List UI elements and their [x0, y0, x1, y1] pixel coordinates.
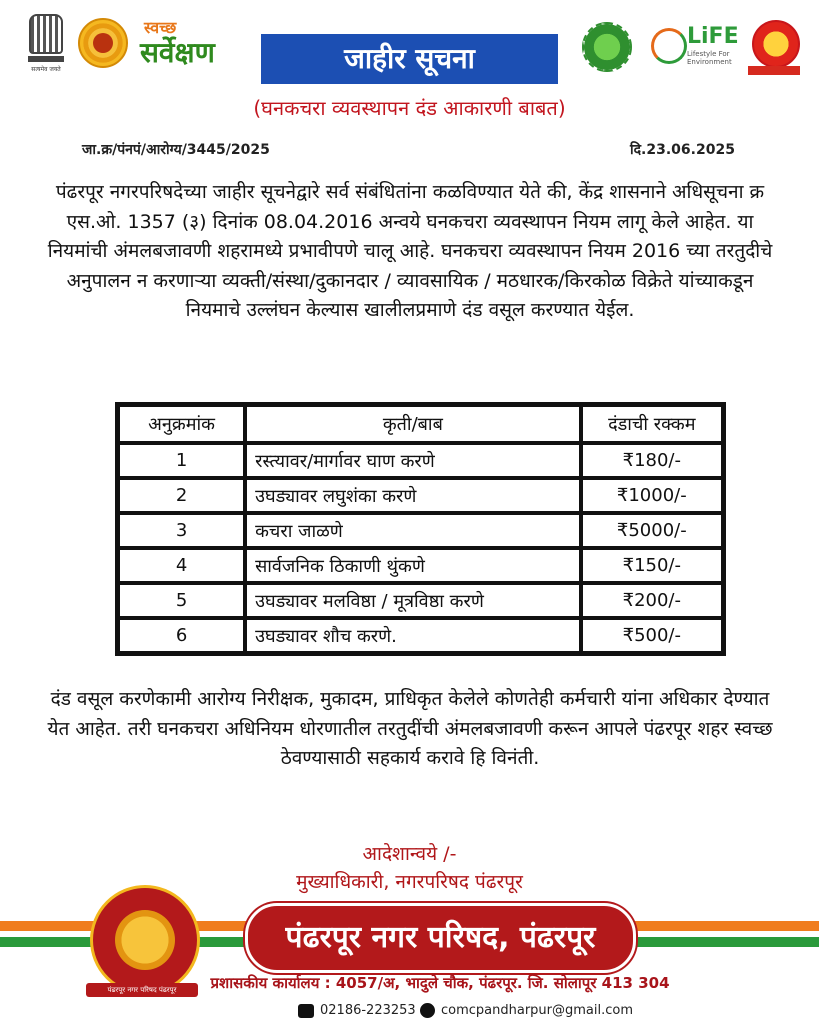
row-action: कचरा जाळणे	[245, 513, 581, 548]
notice-date: दि.23.06.2025	[630, 142, 735, 158]
swachh-logo-bottom: सर्वेक्षण	[140, 36, 215, 69]
column-header-action: कृती/बाब	[245, 405, 581, 443]
phone-icon	[298, 1004, 314, 1018]
email-contact	[420, 1003, 633, 1018]
row-serial: 5	[118, 583, 245, 618]
row-serial: 3	[118, 513, 245, 548]
badge-ribbon: पंढरपूर नगर परिषद पंढरपूर	[86, 983, 198, 997]
municipal-logo-ribbon	[748, 66, 800, 75]
globe-logo-icon	[582, 22, 632, 72]
state-seal-icon	[78, 18, 128, 68]
life-logo-word: LiFE	[687, 24, 739, 49]
council-badge-icon	[90, 885, 200, 995]
table-row	[118, 443, 723, 478]
row-amount: ₹180/-	[581, 443, 723, 478]
emblem-base-shape	[28, 56, 64, 62]
emblem-motto: सत्यमेव जयते	[31, 66, 61, 73]
office-address: प्रशासकीय कार्यालय : 4057/अ, भादुले चौक, पंढरपूर. जि. सोलापूर 413 304	[210, 974, 670, 992]
table-row	[118, 583, 723, 618]
row-action: उघड्यावर मलविष्ठा / मूत्रविष्ठा करणे	[245, 583, 581, 618]
seal-center	[93, 33, 113, 53]
order-line: आदेशान्वये /-	[362, 843, 457, 865]
swachh-logo-top: स्वच्छ	[144, 18, 177, 37]
row-amount: ₹5000/-	[581, 513, 723, 548]
lion-capital-shape	[29, 14, 63, 54]
phone-contact	[298, 1003, 416, 1018]
row-action: उघड्यावर लघुशंका करणे	[245, 478, 581, 513]
row-amount: ₹1000/-	[581, 478, 723, 513]
table-row	[118, 548, 723, 583]
row-serial: 1	[118, 443, 245, 478]
phone-number: 02186-223253	[320, 1003, 416, 1018]
mail-icon	[420, 1003, 435, 1018]
email-address: comcpandharpur@gmail.com	[441, 1003, 634, 1018]
row-serial: 4	[118, 548, 245, 583]
badge-core	[115, 910, 175, 970]
officer-designation: मुख्याधिकारी, नगरपरिषद पंढरपूर	[296, 871, 523, 893]
row-amount: ₹150/-	[581, 548, 723, 583]
notice-subtitle: (घनकचरा व्यवस्थापन दंड आकारणी बाबत)	[253, 96, 566, 120]
table-row	[118, 513, 723, 548]
life-logo-icon	[651, 24, 739, 68]
table-row	[118, 618, 723, 653]
life-logo-subtitle: Lifestyle For Environment	[687, 50, 732, 66]
national-emblem-icon	[24, 14, 68, 76]
swachh-survekshan-logo	[140, 16, 240, 76]
column-header-serial: अनुक्रमांक	[118, 405, 245, 443]
municipal-logo-icon	[752, 20, 800, 68]
closing-paragraph: दंड वसूल करणेकामी आरोग्य निरीक्षक, मुकादम, प्राधिकृत केलेले कोणतेही कर्मचारी यांना अधिकार देण्यात येत आहेत. तरी घनकचरा अधिनियम धोरणातील तरतुदींची अंमलबजावणी करून आपले पंढरपूर शहर स्वच्छ ठेवण्यासाठी सहकार्य करावे हि विनंती.	[47, 688, 773, 769]
row-action: रस्त्यावर/मार्गावर घाण करणे	[245, 443, 581, 478]
notice-title: जाहीर सूचना	[261, 34, 558, 84]
row-serial: 6	[118, 618, 245, 653]
column-header-amount: दंडाची रक्कम	[581, 405, 723, 443]
row-action: सार्वजनिक ठिकाणी थुंकणे	[245, 548, 581, 583]
row-action: उघड्यावर शौच करणे.	[245, 618, 581, 653]
row-amount: ₹500/-	[581, 618, 723, 653]
table-row	[118, 478, 723, 513]
table-header-row	[118, 405, 723, 443]
reference-number: जा.क्र/पंनपं/आरोग्य/3445/2025	[82, 142, 270, 158]
council-name-banner: पंढरपूर नगर परिषद, पंढरपूर	[245, 903, 636, 973]
intro-paragraph: पंढरपूर नगरपरिषदेच्या जाहीर सूचनेद्वारे सर्व संबंधितांना कळविण्यात येते की, केंद्र शासनाने अधिसूचना क्र एस.ओ. 1357 (३) दिनांक 08.04.2016 अन्वये घनकचरा व्यवस्थापन नियम लागू केले आहेत. या नियमांची अंमलबजावणी शहरामध्ये प्रभावीपणे चालू आहे. घनकचरा व्यवस्थापन नियम 2016 च्या तरतुदीचे अनुपालन न करणाऱ्या व्यक्ती/संस्था/दुकानदार / व्यावसायिक / मठधारक/किरकोळ विक्रेते यांच्याकडून नियमाचे उल्लंघन केल्यास खालीलप्रमाणे दंड वसूल करण्यात येईल.	[47, 181, 773, 321]
life-mark-shape	[651, 28, 687, 64]
row-serial: 2	[118, 478, 245, 513]
row-amount: ₹200/-	[581, 583, 723, 618]
penalty-table	[115, 402, 726, 656]
